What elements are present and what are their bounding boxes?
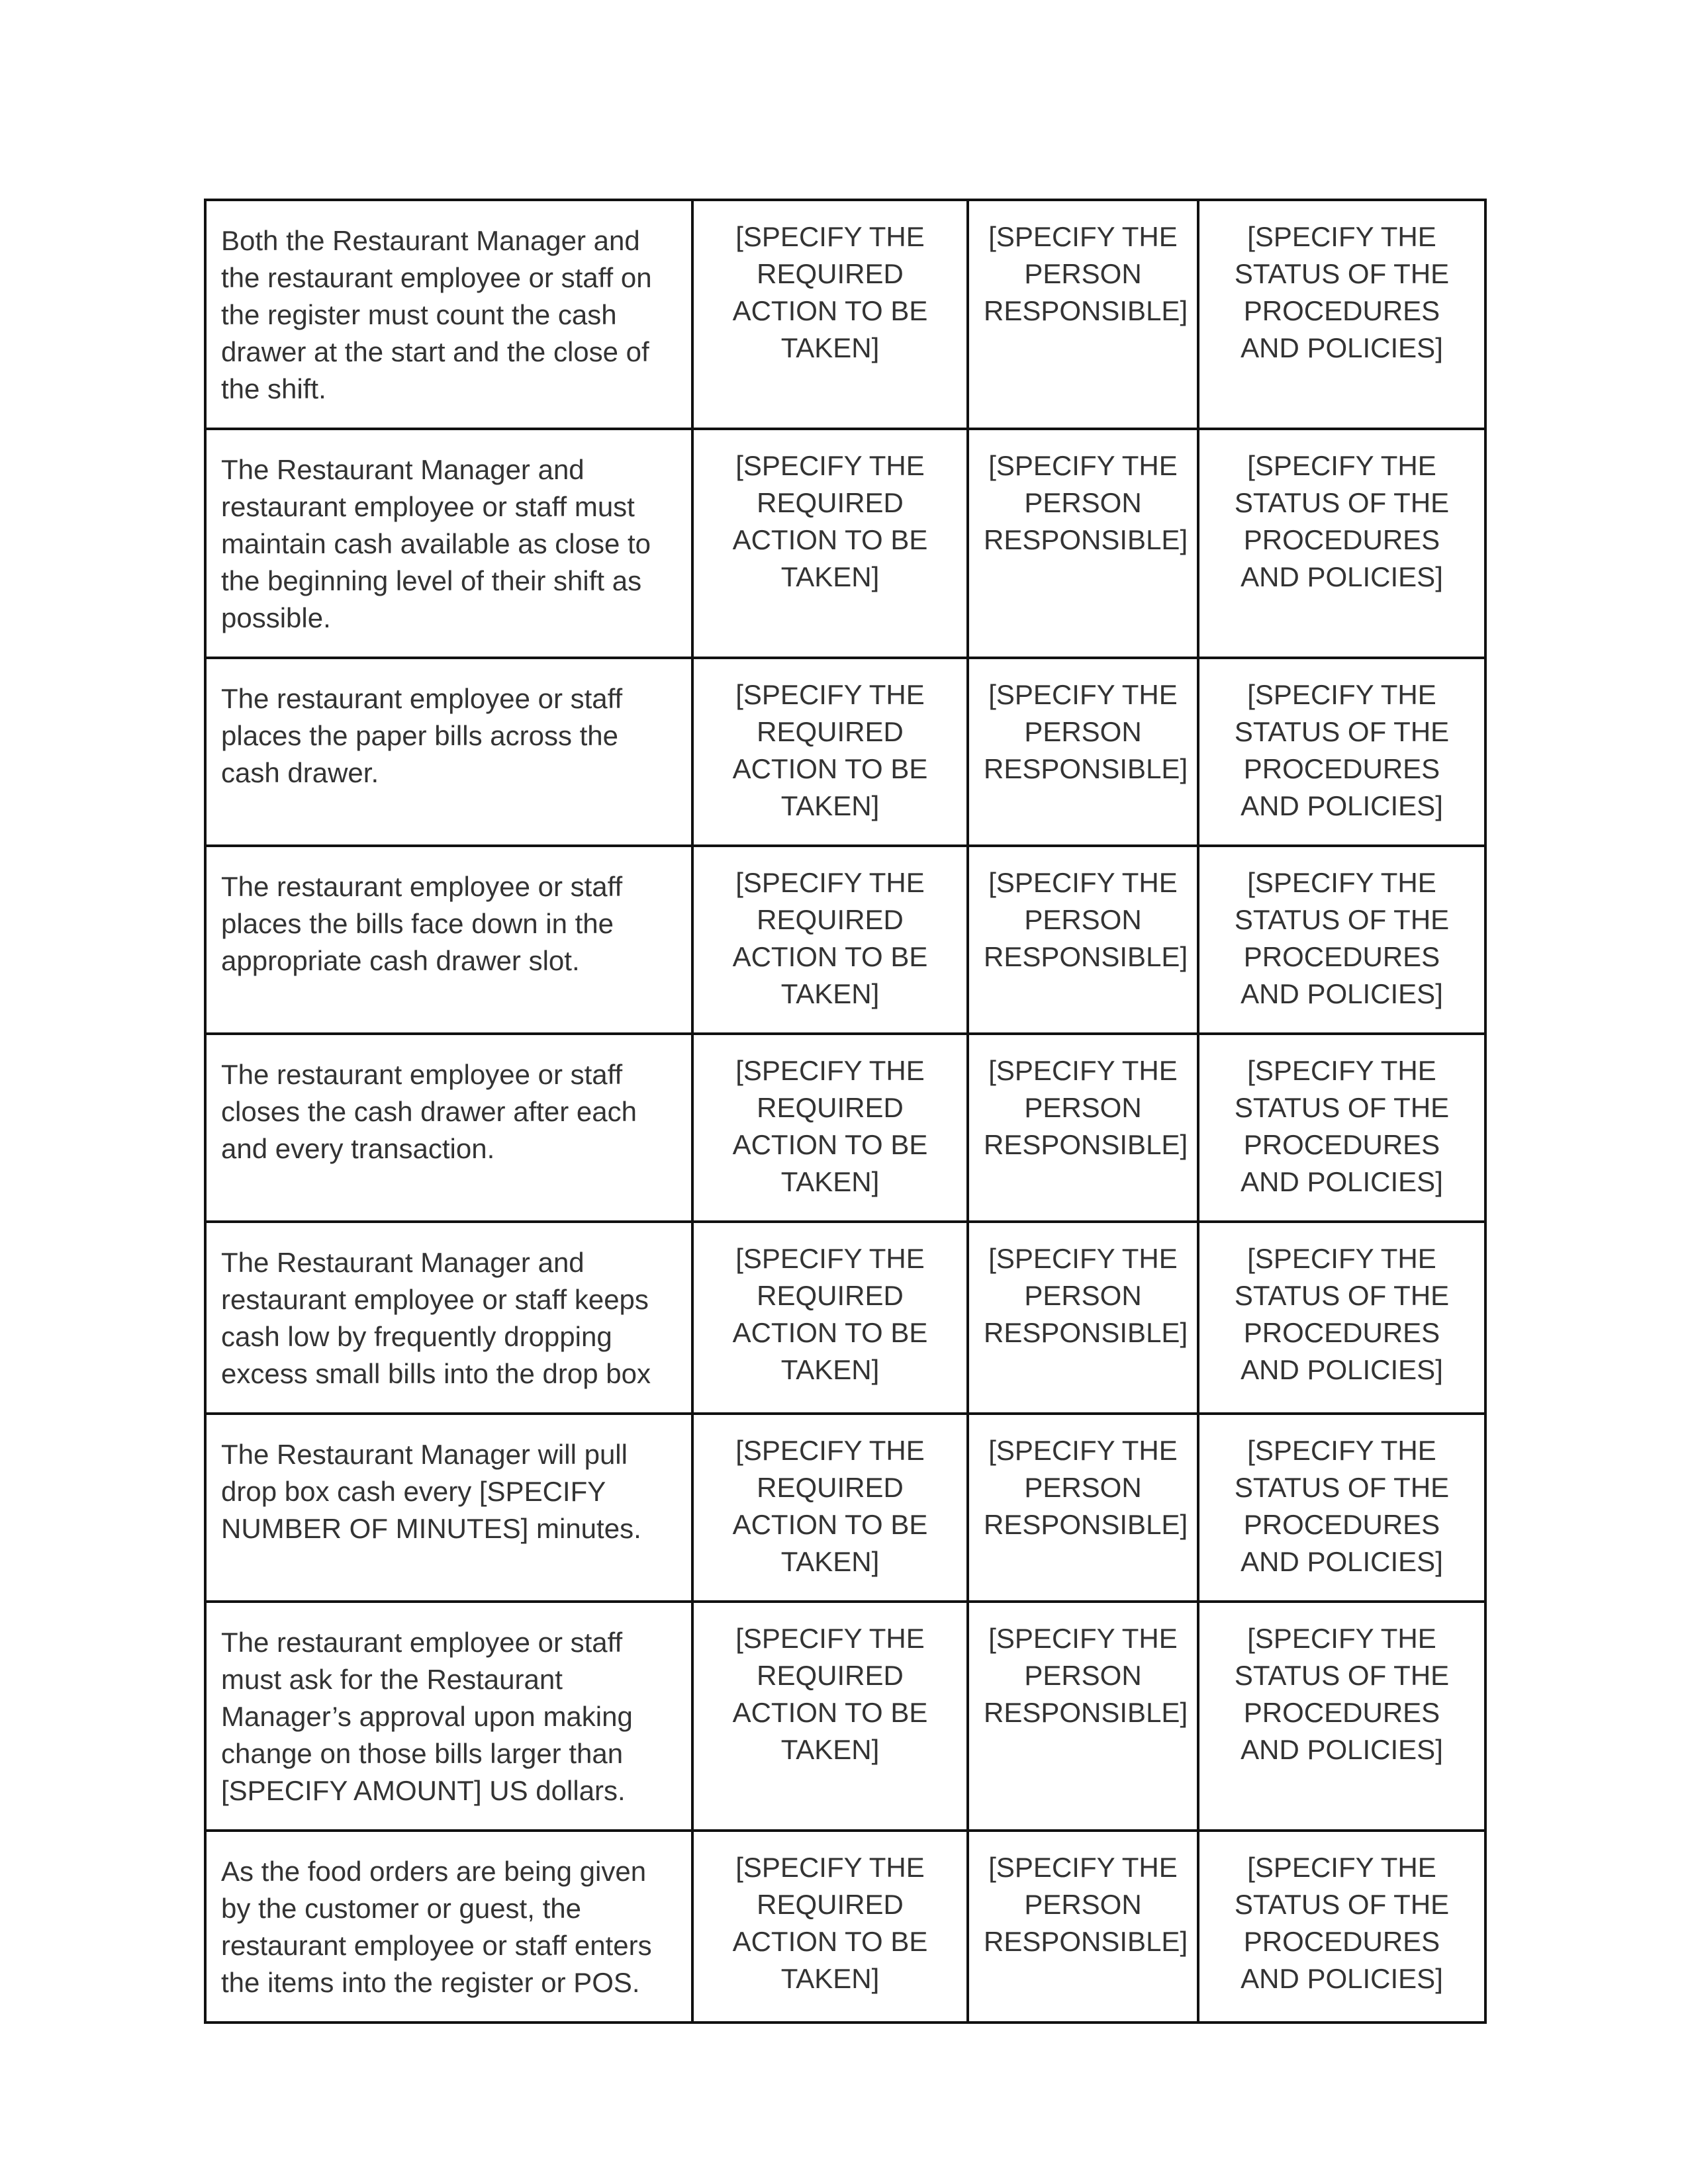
status-text: [SPECIFY THE STATUS OF THE PROCEDURES AND POLICIES] — [1234, 1852, 1450, 1994]
procedure-text: Both the Restaurant Manager and the restaurant employee or staff on the register must count the cash drawer at the start and the close of the shift. — [221, 225, 652, 404]
procedure-cell — [205, 1414, 692, 1602]
person-responsible-cell — [968, 200, 1198, 429]
person-responsible-text: [SPECIFY THE PERSON RESPONSIBLE] — [984, 1243, 1188, 1348]
required-action-cell — [692, 1831, 968, 2023]
required-action-text: [SPECIFY THE REQUIRED ACTION TO BE TAKEN] — [732, 221, 928, 363]
status-cell — [1198, 1831, 1485, 2023]
table-row — [205, 1831, 1485, 2023]
person-responsible-text: [SPECIFY THE PERSON RESPONSIBLE] — [984, 1623, 1188, 1728]
person-responsible-text: [SPECIFY THE PERSON RESPONSIBLE] — [984, 221, 1188, 326]
status-text: [SPECIFY THE STATUS OF THE PROCEDURES AND POLICIES] — [1234, 1055, 1450, 1197]
required-action-cell — [692, 1414, 968, 1602]
person-responsible-cell — [968, 1034, 1198, 1222]
procedures-table — [204, 199, 1487, 2024]
required-action-cell — [692, 1222, 968, 1414]
table-row — [205, 429, 1485, 658]
person-responsible-cell — [968, 1222, 1198, 1414]
status-text: [SPECIFY THE STATUS OF THE PROCEDURES AND POLICIES] — [1234, 1623, 1450, 1765]
status-cell — [1198, 1414, 1485, 1602]
required-action-cell — [692, 200, 968, 429]
procedure-text: The restaurant employee or staff must ask for the Restaurant Manager’s approval upon making change on those bills larger than [SPECIFY AMOUNT] US dollars. — [221, 1627, 633, 1806]
procedure-cell — [205, 1831, 692, 2023]
person-responsible-cell — [968, 429, 1198, 658]
required-action-text: [SPECIFY THE REQUIRED ACTION TO BE TAKEN] — [732, 1435, 928, 1577]
required-action-text: [SPECIFY THE REQUIRED ACTION TO BE TAKEN] — [732, 867, 928, 1009]
status-cell — [1198, 429, 1485, 658]
procedure-text: The Restaurant Manager and restaurant employee or staff must maintain cash available as close to the beginning level of their shift as possible. — [221, 454, 651, 633]
person-responsible-cell — [968, 1414, 1198, 1602]
status-cell — [1198, 1222, 1485, 1414]
table-row — [205, 658, 1485, 846]
status-text: [SPECIFY THE STATUS OF THE PROCEDURES AND POLICIES] — [1234, 679, 1450, 821]
procedure-cell — [205, 429, 692, 658]
required-action-text: [SPECIFY THE REQUIRED ACTION TO BE TAKEN] — [732, 679, 928, 821]
required-action-text: [SPECIFY THE REQUIRED ACTION TO BE TAKEN] — [732, 450, 928, 592]
procedure-cell — [205, 1034, 692, 1222]
procedure-text: As the food orders are being given by the customer or guest, the restaurant employee or staff enters the items into the register or POS. — [221, 1856, 652, 1998]
person-responsible-text: [SPECIFY THE PERSON RESPONSIBLE] — [984, 1852, 1188, 1957]
table-row — [205, 1602, 1485, 1831]
status-text: [SPECIFY THE STATUS OF THE PROCEDURES AND POLICIES] — [1234, 221, 1450, 363]
person-responsible-text: [SPECIFY THE PERSON RESPONSIBLE] — [984, 1055, 1188, 1160]
procedure-text: The restaurant employee or staff places the bills face down in the appropriate cash drawer slot. — [221, 871, 623, 976]
status-cell — [1198, 658, 1485, 846]
status-cell — [1198, 1602, 1485, 1831]
table-row — [205, 1034, 1485, 1222]
person-responsible-cell — [968, 846, 1198, 1034]
person-responsible-text: [SPECIFY THE PERSON RESPONSIBLE] — [984, 450, 1188, 555]
required-action-cell — [692, 846, 968, 1034]
required-action-text: [SPECIFY THE REQUIRED ACTION TO BE TAKEN] — [732, 1852, 928, 1994]
required-action-cell — [692, 658, 968, 846]
procedure-cell — [205, 200, 692, 429]
person-responsible-text: [SPECIFY THE PERSON RESPONSIBLE] — [984, 867, 1188, 972]
required-action-cell — [692, 1602, 968, 1831]
status-text: [SPECIFY THE STATUS OF THE PROCEDURES AND POLICIES] — [1234, 1243, 1450, 1385]
required-action-cell — [692, 429, 968, 658]
person-responsible-cell — [968, 1831, 1198, 2023]
required-action-text: [SPECIFY THE REQUIRED ACTION TO BE TAKEN] — [732, 1243, 928, 1385]
status-cell — [1198, 1034, 1485, 1222]
table-row — [205, 1222, 1485, 1414]
person-responsible-cell — [968, 1602, 1198, 1831]
procedure-text: The restaurant employee or staff places the paper bills across the cash drawer. — [221, 683, 623, 788]
procedure-text: The Restaurant Manager will pull drop box cash every [SPECIFY NUMBER OF MINUTES] minutes. — [221, 1439, 641, 1544]
person-responsible-cell — [968, 658, 1198, 846]
required-action-text: [SPECIFY THE REQUIRED ACTION TO BE TAKEN] — [732, 1055, 928, 1197]
status-text: [SPECIFY THE STATUS OF THE PROCEDURES AND POLICIES] — [1234, 867, 1450, 1009]
status-cell — [1198, 200, 1485, 429]
table-row — [205, 200, 1485, 429]
table-row — [205, 1414, 1485, 1602]
person-responsible-text: [SPECIFY THE PERSON RESPONSIBLE] — [984, 679, 1188, 784]
table-row — [205, 846, 1485, 1034]
status-text: [SPECIFY THE STATUS OF THE PROCEDURES AND POLICIES] — [1234, 1435, 1450, 1577]
procedure-text: The Restaurant Manager and restaurant employee or staff keeps cash low by frequently dropping excess small bills into the drop box — [221, 1247, 651, 1389]
person-responsible-text: [SPECIFY THE PERSON RESPONSIBLE] — [984, 1435, 1188, 1540]
status-cell — [1198, 846, 1485, 1034]
procedure-cell — [205, 1222, 692, 1414]
procedure-cell — [205, 658, 692, 846]
procedure-cell — [205, 1602, 692, 1831]
procedure-cell — [205, 846, 692, 1034]
required-action-cell — [692, 1034, 968, 1222]
procedure-text: The restaurant employee or staff closes the cash drawer after each and every transaction. — [221, 1059, 637, 1164]
required-action-text: [SPECIFY THE REQUIRED ACTION TO BE TAKEN] — [732, 1623, 928, 1765]
status-text: [SPECIFY THE STATUS OF THE PROCEDURES AND POLICIES] — [1234, 450, 1450, 592]
